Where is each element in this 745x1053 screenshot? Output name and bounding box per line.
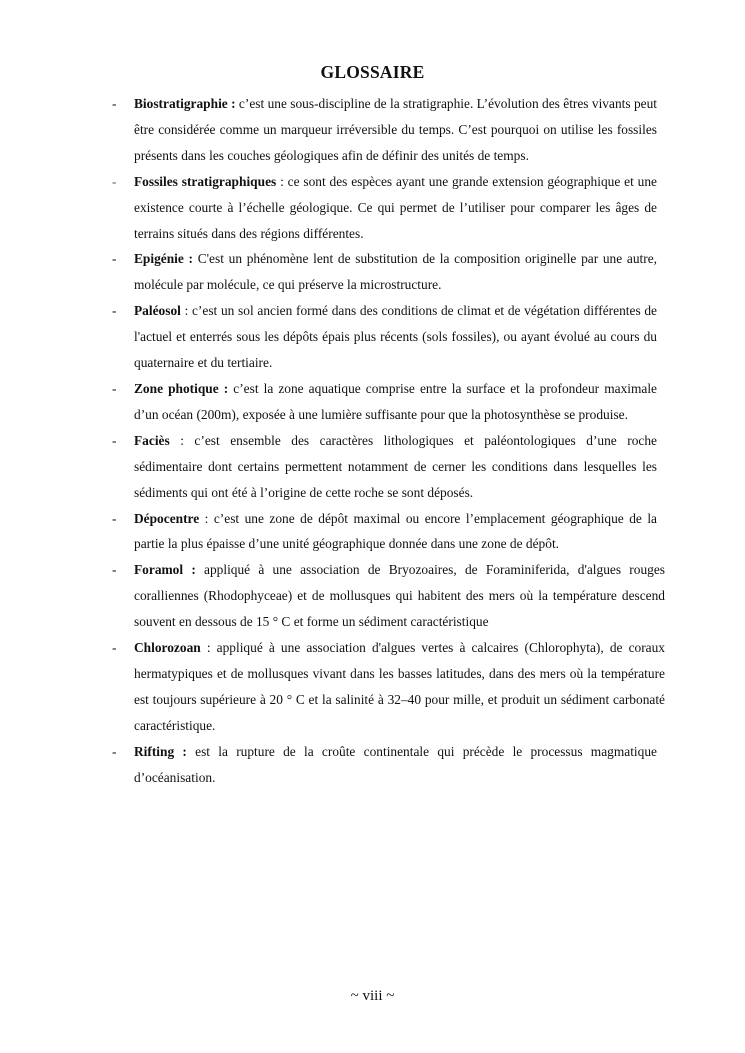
glossary-term: Rifting :	[134, 743, 187, 759]
glossary-term: Chlorozoan	[134, 640, 201, 656]
glossary-entry-paleosol	[112, 298, 657, 376]
glossary-entry-depocentre	[112, 506, 657, 558]
glossary-definition: appliqué à une association de Bryozoaires, de Foraminiferida, d'algues rouges coralliennes (Rhodophyceae) et de mollusques qui habitent des mers où la température descend souvent en dessous de 15 ° C et forme un sédiment caractéristique	[134, 562, 665, 630]
glossary-definition: : c’est une zone de dépôt maximal ou encore l’emplacement géographique de la partie la plus épaisse d’une unité géographique donnée dans une zone de dépôt.	[134, 510, 657, 552]
glossary-term: Faciès	[134, 432, 170, 448]
glossary-entry-zone-photique	[112, 376, 657, 428]
bullet-dash: -	[112, 510, 117, 526]
glossary-term: Foramol :	[134, 562, 196, 578]
glossary-term: Fossiles stratigraphiques	[134, 173, 277, 189]
glossary-definition: : c’est ensemble des caractères lithologiques et paléontologiques d’une roche sédimentaire dont certains permettent notamment de cerner les conditions dans lesquelles les sédiments qui ont été à l’origine de cette roche se sont déposés.	[134, 432, 657, 500]
glossary-definition: : appliqué à une association d'algues vertes à calcaires (Chlorophyta), de coraux hermatypiques et de mollusques vivant dans les basses latitudes, dans des mers où la température est toujours supérieure à 20 ° C et la salinité à 32–40 pour mille, et produit un sédiment carbonaté caractéristique.	[134, 640, 665, 733]
bullet-dash: -	[112, 380, 117, 396]
glossary-definition: C'est un phénomène lent de substitution de la composition originelle par une autre, molécule par molécule, ce qui préserve la microstructure.	[134, 251, 658, 293]
bullet-dash: -	[112, 173, 117, 189]
bullet-dash: -	[112, 743, 117, 759]
glossary-entry-foramol	[112, 557, 665, 635]
bullet-dash: -	[112, 251, 117, 267]
glossary-term: Biostratigraphie :	[134, 96, 236, 111]
glossary-definition: : ce sont des espèces ayant une grande extension géographique et une existence courte à l’échelle géologique. Ce qui permet de l’utiliser pour comparer les âges de terrains situés dans des régions différentes.	[134, 173, 657, 241]
glossary-entry-rifting	[112, 739, 657, 791]
glossary-entry-facies	[112, 428, 657, 506]
glossary-term: Dépocentre	[134, 510, 200, 526]
bullet-dash: -	[112, 640, 117, 656]
glossary-definition: : c’est un sol ancien formé dans des conditions de climat et de végétation différentes de l'actuel et enterrés sous les dépôts épais plus récents (sols fossiles), ou ayant évolué au cours du quaternaire et du tertiaire.	[134, 303, 657, 371]
glossary-entry-chlorozoan	[112, 635, 665, 739]
glossary-term: Epigénie :	[134, 251, 194, 267]
glossary-definition: c’est une sous-discipline de la stratigraphie. L’évolution des êtres vivants peut être considérée comme un marqueur irréversible du temps. C’est pourquoi on utilise les fossiles présents dans les couches géologiques afin de définir des unités de temps.	[134, 96, 657, 163]
bullet-dash: -	[112, 432, 117, 448]
bullet-dash: -	[112, 96, 117, 111]
glossary-list	[112, 91, 665, 790]
glossary-entry-fossiles-stratigraphiques	[112, 169, 657, 247]
glossary-term: Paléosol	[134, 303, 181, 319]
glossary-entry-biostratigraphie	[112, 91, 657, 169]
page-title: GLOSSAIRE	[320, 62, 425, 82]
glossary-term: Zone photique :	[134, 380, 229, 396]
bullet-dash: -	[112, 562, 117, 578]
glossary-definition: c’est la zone aquatique comprise entre la surface et la profondeur maximale d’un océan (200m), exposée à une lumière suffisante pour que la photosynthèse se produise.	[134, 380, 658, 422]
glossary-entry-epigenie	[112, 246, 657, 298]
bullet-dash: -	[112, 303, 117, 319]
glossary-definition: est la rupture de la croûte continentale qui précède le processus magmatique d’océanisation.	[134, 743, 657, 785]
page-number: ~ viii ~	[350, 988, 395, 1004]
